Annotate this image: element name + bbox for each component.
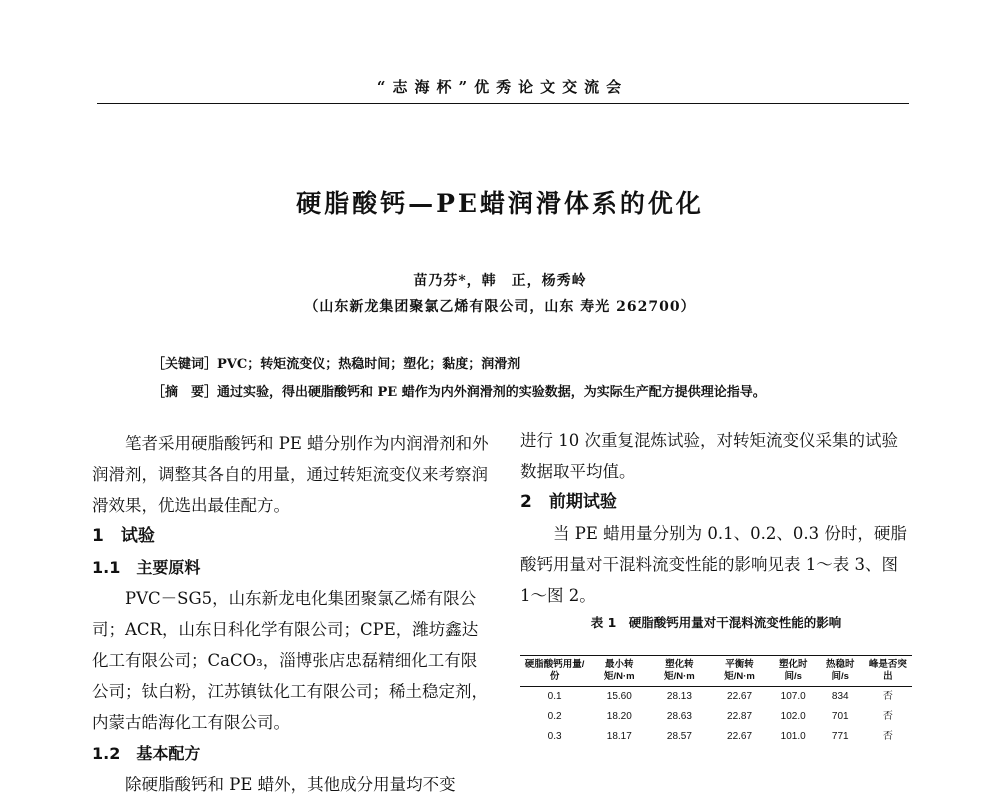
left-column — [92, 428, 490, 800]
table-cell: 107.0 — [780, 691, 806, 702]
table-cell: 22.87 — [727, 711, 753, 722]
table-cell: 28.63 — [666, 711, 692, 722]
table-cell: 701 — [831, 711, 849, 722]
table-cell: 否 — [882, 731, 893, 742]
table-header-cell: 平衡转矩/N·m — [709, 656, 769, 687]
table-header-cell: 塑化转矩/N·m — [649, 656, 709, 687]
table-cell: 28.57 — [666, 731, 692, 742]
right-column — [520, 425, 912, 635]
header-rule — [97, 103, 909, 104]
affiliation: （山东新龙集团聚氯乙烯有限公司，山东 寿光 262700） — [304, 299, 696, 315]
table-cell: 22.67 — [727, 691, 753, 702]
abstract: ［摘 要］通过实验，得出硬脂酸钙和 PE 蜡作为内外润滑剂的实验数据，为实际生产配方提供理论指导。 — [152, 385, 766, 400]
keywords: ［关键词］PVC；转矩流变仪；热稳时间；塑化；黏度；润滑剂 — [152, 357, 521, 372]
materials-paragraph: PVC－SG5，山东新龙电化集团聚氯乙烯有限公司；ACR，山东日科化学有限公司；CPE，潍坊鑫达化工有限公司；CaCO₃，淄博张店忠磊精细化工有限公司；钛白粉，江苏镇钛化工有限公司；稀土稳定剂，内蒙古皓海化工有限公司。 — [92, 589, 488, 732]
table-1 — [520, 655, 912, 747]
table-cell: 0.3 — [547, 731, 562, 742]
table-header-cell: 最小转矩/N·m — [589, 656, 649, 687]
running-header: “志海杯”优秀论文交流会 — [376, 78, 629, 96]
table-header-cell: 热稳时间/s — [817, 656, 864, 687]
section-2-heading: 2 前期试验 — [520, 492, 617, 512]
table-cell: 18.20 — [606, 711, 632, 722]
section-2-paragraph: 当 PE 蜡用量分别为 0.1、0.2、0.3 份时，硬脂酸钙用量对干混料流变性能的影响见表 1～表 3、图 1～图 2。 — [520, 524, 907, 605]
table-row — [520, 687, 912, 708]
table-cell: 否 — [882, 711, 893, 722]
table-cell: 771 — [831, 731, 849, 742]
table-cell: 0.2 — [547, 711, 562, 722]
formula-paragraph: 除硬脂酸钙和 PE 蜡外，其他成分用量均不变 — [125, 775, 456, 794]
table-cell: 否 — [882, 691, 893, 702]
paper-title: 硬脂酸钙—PE蜡润滑体系的优化 — [296, 189, 704, 218]
table-cell: 15.60 — [606, 691, 632, 702]
table-cell: 834 — [831, 691, 849, 702]
table-cell: 102.0 — [780, 711, 806, 722]
table-cell: 28.13 — [666, 691, 692, 702]
continued-paragraph: 进行 10 次重复混炼试验，对转矩流变仪采集的试验数据取平均值。 — [520, 431, 898, 481]
table-header-cell: 硬脂酸钙用量/份 — [520, 656, 589, 687]
table-cell: 0.1 — [547, 691, 562, 702]
section-1-heading: 1 试验 — [92, 526, 155, 546]
section-1-1-heading: 1.1 主要原料 — [92, 558, 201, 577]
table-cell: 22.67 — [727, 731, 753, 742]
table-1-caption: 表 1 硬脂酸钙用量对干混料流变性能的影响 — [590, 615, 842, 630]
section-1-2-heading: 1.2 基本配方 — [92, 744, 201, 763]
table-cell: 101.0 — [780, 731, 806, 742]
table-row — [520, 727, 912, 747]
table-header-row — [520, 656, 912, 687]
table-header-cell: 峰是否突出 — [864, 656, 912, 687]
authors: 苗乃芬*，韩 正，杨秀岭 — [413, 273, 587, 289]
intro-paragraph: 笔者采用硬脂酸钙和 PE 蜡分别作为内润滑剂和外润滑剂，调整其各自的用量，通过转矩流变仪来考察润滑效果，优选出最佳配方。 — [92, 434, 489, 515]
table-cell: 18.17 — [606, 731, 632, 742]
table-header-cell: 塑化时间/s — [770, 656, 817, 687]
table-row — [520, 707, 912, 727]
